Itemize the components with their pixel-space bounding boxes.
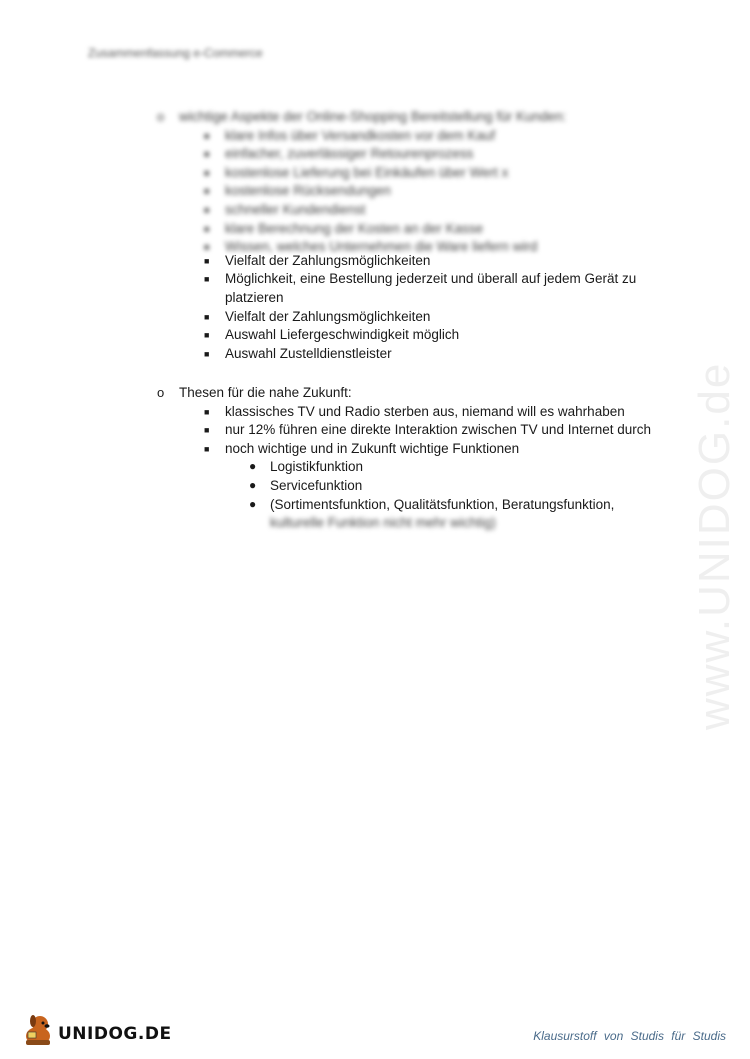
list-item: ■ Auswahl Zustelldienstleister — [204, 345, 657, 364]
section-online-shopping — [157, 108, 657, 363]
square-bullet-icon: ■ — [204, 311, 210, 322]
square-bullet-icon: ■ — [204, 274, 210, 285]
square-bullet-icon: ■ — [204, 167, 210, 178]
list-item: ■ klassisches TV und Radio sterben aus, niemand will es wahrhaben — [204, 403, 657, 422]
square-bullet-icon: ■ — [204, 425, 210, 436]
square-bullet-icon: ■ — [204, 330, 210, 341]
section-heading — [157, 384, 657, 403]
square-bullet-icon: ■ — [204, 223, 210, 234]
sub-list-item-continued: kulturelle Funktion nicht mehr wichtig) — [270, 515, 496, 531]
square-bullet-icon: ■ — [204, 348, 210, 359]
watermark: www.UNIDOG.de — [690, 361, 739, 730]
sub-list-item: ● Servicefunktion — [249, 477, 363, 493]
list-item: ■ kostenlose Rücksendungen — [204, 182, 657, 201]
round-bullet-icon: ● — [249, 459, 257, 474]
section-heading — [157, 108, 657, 127]
circle-bullet-icon: o — [157, 385, 165, 400]
square-bullet-icon: ■ — [204, 242, 210, 253]
sub-list-item: ● Logistikfunktion — [249, 459, 364, 475]
list-item: ■ klare Berechnung der Kosten an der Kasse — [204, 220, 657, 239]
list-item: ■ kostenlose Lieferung bei Einkäufen über Wert x — [204, 164, 657, 183]
list-item: ■ schneller Kundendienst — [204, 201, 657, 220]
heading-text: Thesen für die nahe Zukunft: — [179, 385, 352, 400]
circle-bullet-icon: o — [157, 109, 165, 124]
heading-text: wichtige Aspekte der Online-Shopping Bereitstellung für Kunden: — [179, 109, 567, 124]
list-item: ■ Möglichkeit, eine Bestellung jederzeit und überall auf jedem Gerät zu platzieren — [204, 271, 637, 305]
round-bullet-icon: ● — [249, 496, 257, 511]
list-item: ■ einfacher, zuverlässiger Retourenprozess — [204, 145, 657, 164]
square-bullet-icon: ■ — [204, 406, 210, 417]
unidog-logo — [22, 1012, 172, 1048]
square-bullet-icon: ■ — [204, 149, 210, 160]
document-header: Zusammenfassung e-Commerce — [88, 46, 263, 60]
dog-mascot-icon — [22, 1012, 58, 1048]
list-item: ■ Auswahl Liefergeschwindigkeit möglich — [204, 326, 657, 345]
footer-tagline: Klausurstoff von Studis für Studis — [533, 1029, 726, 1043]
list-item: ■ Vielfalt der Zahlungsmöglichkeiten — [204, 308, 657, 327]
section-thesen — [157, 384, 657, 533]
logo-text: UNIDOG.DE — [58, 1024, 172, 1044]
list-item: ■ nur 12% führen eine direkte Interaktion zwischen TV und Internet durch — [204, 421, 657, 440]
list-item: ■ klare Infos über Versandkosten vor dem Kauf — [204, 127, 657, 146]
sub-list-item: ● (Sortimentsfunktion, Qualitätsfunktion, Beratungsfunktion, — [249, 496, 615, 512]
list-item: ■ Vielfalt der Zahlungsmöglichkeiten — [204, 252, 657, 271]
square-bullet-icon: ■ — [204, 443, 210, 454]
square-bullet-icon: ■ — [204, 204, 210, 215]
list-item: ■ Wissen, welches Unternehmen die Ware liefern wird — [204, 238, 657, 257]
square-bullet-icon: ■ — [204, 255, 210, 266]
square-bullet-icon: ■ — [204, 186, 210, 197]
list-item: ■ noch wichtige und in Zukunft wichtige Funktionen — [204, 440, 657, 459]
square-bullet-icon: ■ — [204, 130, 210, 141]
round-bullet-icon: ● — [249, 477, 257, 492]
